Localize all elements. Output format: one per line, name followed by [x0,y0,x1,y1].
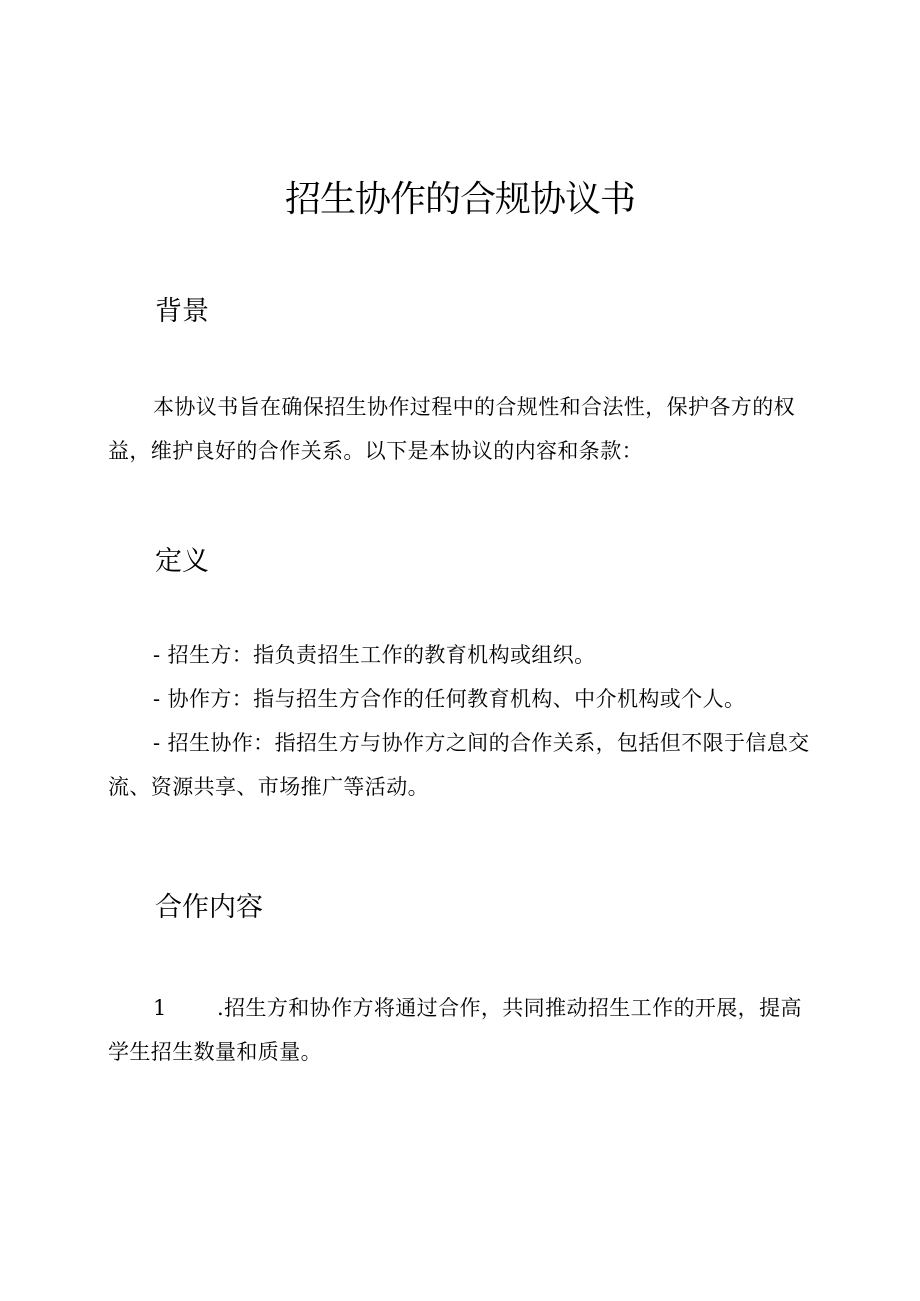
item-text: .招生方和协作方将通过合作，共同推动招生工作的开展，提高学生招生数量和质量。 [108,996,802,1064]
document-title: 招生协作的合规协议书 [284,179,635,220]
definition-item: - 招生方：指负责招生工作的教育机构或组织。 [153,643,596,667]
item-number: 1 [153,996,167,1020]
section-heading-definitions: 定义 [155,546,209,577]
definition-item: - 招生协作：指招生方与协作方之间的合作关系，包括但不限于信息交流、资源共享、市场推广等活动。 [108,731,810,799]
section-heading-cooperation: 合作内容 [155,892,263,923]
numbered-item [108,986,820,1074]
definitions-list [108,633,820,809]
background-paragraph: 本协议书旨在确保招生协作过程中的合规性和合法性，保护各方的权益，维护良好的合作关系。以下是本协议的内容和条款： [108,395,795,463]
section-heading-background: 背景 [155,296,209,327]
definition-item: - 协作方：指与招生方合作的任何教育机构、中介机构或个人。 [153,687,746,711]
